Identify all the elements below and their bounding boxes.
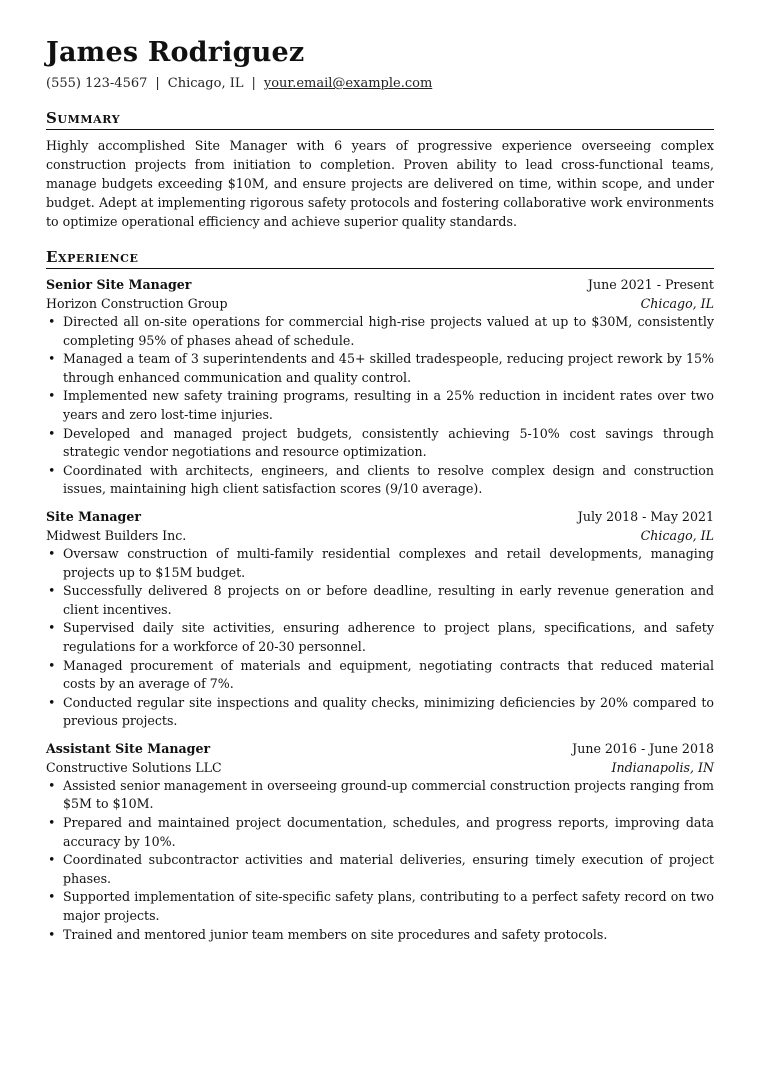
bullet-item: • Coordinated subcontractor activities and material deliveries, ensuring timely execution of project phases. bbox=[63, 851, 714, 888]
bullet-item: • Prepared and maintained project documentation, schedules, and progress reports, improving data accuracy by 10%. bbox=[63, 814, 714, 851]
job-subheader bbox=[46, 294, 714, 313]
contact-line bbox=[46, 76, 714, 92]
bullet-item: • Developed and managed project budgets, consistently achieving 5-10% cost savings through strategic vendor negotiations and resource optimization. bbox=[63, 425, 714, 462]
bullet-item: • Coordinated with architects, engineers, and clients to resolve complex design and construction issues, maintaining high client satisfaction scores (9/10 average). bbox=[63, 462, 714, 499]
job-title: Senior Site Manager bbox=[46, 277, 192, 292]
job-location: Chicago, IL bbox=[640, 296, 714, 311]
contact-separator: | bbox=[155, 76, 160, 91]
bullet-item: • Managed a team of 3 superintendents and 45+ skilled tradespeople, reducing project rework by 15% through enhanced communication and quality control. bbox=[63, 350, 714, 387]
company-name: Horizon Construction Group bbox=[46, 296, 228, 311]
summary-text: Highly accomplished Site Manager with 6 years of progressive experience overseeing complex construction projects from initiation to completion. Proven ability to lead cross-functional teams, manage budgets exceeding $10M, and ensure projects are delivered on time, within scope, and under budget. Adept at implementing rigorous safety protocols and fostering collaborative work environments to optimize operational efficiency and achieve superior quality standards. bbox=[46, 138, 714, 229]
job-bullets bbox=[46, 313, 714, 499]
job-bullets bbox=[46, 545, 714, 731]
job-header bbox=[46, 275, 714, 294]
company-name: Constructive Solutions LLC bbox=[46, 759, 222, 775]
phone-number: (555) 123-4567 bbox=[46, 76, 148, 91]
experience-heading: Experience bbox=[46, 248, 714, 269]
job-dates: June 2021 - Present bbox=[587, 277, 714, 292]
company-name: Midwest Builders Inc. bbox=[46, 527, 187, 543]
job-dates: July 2018 - May 2021 bbox=[577, 508, 714, 524]
job-title: Site Manager bbox=[46, 508, 141, 524]
job-subheader bbox=[46, 758, 714, 777]
bullet-item: • Oversaw construction of multi-family residential complexes and retail developments, managing projects up to $15M budget. bbox=[63, 545, 714, 582]
contact-separator: | bbox=[251, 76, 256, 91]
job-subheader bbox=[46, 526, 714, 545]
job-location: Indianapolis, IN bbox=[611, 759, 714, 775]
bullet-item: • Directed all on-site operations for commercial high-rise projects valued at up to $30M, consistently completing 95% of phases ahead of schedule. bbox=[63, 313, 714, 350]
email-link[interactable]: your.email@example.com bbox=[263, 76, 433, 91]
bullet-item: • Conducted regular site inspections and quality checks, minimizing deficiencies by 20% compared to previous projects. bbox=[63, 694, 714, 731]
bullet-item: • Supervised daily site activities, ensuring adherence to project plans, specifications, and safety regulations for a workforce of 20-30 personnel. bbox=[63, 619, 714, 656]
job-header bbox=[46, 739, 714, 758]
job-location: Chicago, IL bbox=[640, 527, 714, 543]
city: Chicago, IL bbox=[167, 76, 244, 91]
job-entry bbox=[46, 275, 714, 499]
job-entry bbox=[46, 739, 714, 944]
job-header bbox=[46, 507, 714, 526]
summary-heading: Summary bbox=[46, 109, 714, 130]
job-dates: June 2016 - June 2018 bbox=[572, 740, 714, 756]
bullet-item: • Supported implementation of site-specific safety plans, contributing to a perfect safety record on two major projects. bbox=[63, 888, 714, 925]
bullet-item: • Trained and mentored junior team members on site procedures and safety protocols. bbox=[63, 926, 714, 945]
candidate-name: James Rodriguez bbox=[46, 37, 305, 68]
job-title: Assistant Site Manager bbox=[46, 740, 211, 756]
job-entry bbox=[46, 507, 714, 731]
job-bullets bbox=[46, 777, 714, 944]
bullet-item: • Managed procurement of materials and equipment, negotiating contracts that reduced material costs by an average of 7%. bbox=[63, 657, 714, 694]
bullet-item: • Successfully delivered 8 projects on or before deadline, resulting in early revenue generation and client incentives. bbox=[63, 582, 714, 619]
bullet-item: • Assisted senior management in overseeing ground-up commercial construction projects ranging from $5M to $10M. bbox=[63, 777, 714, 814]
bullet-item: • Implemented new safety training programs, resulting in a 25% reduction in incident rates over two years and zero lost-time injuries. bbox=[63, 387, 714, 424]
